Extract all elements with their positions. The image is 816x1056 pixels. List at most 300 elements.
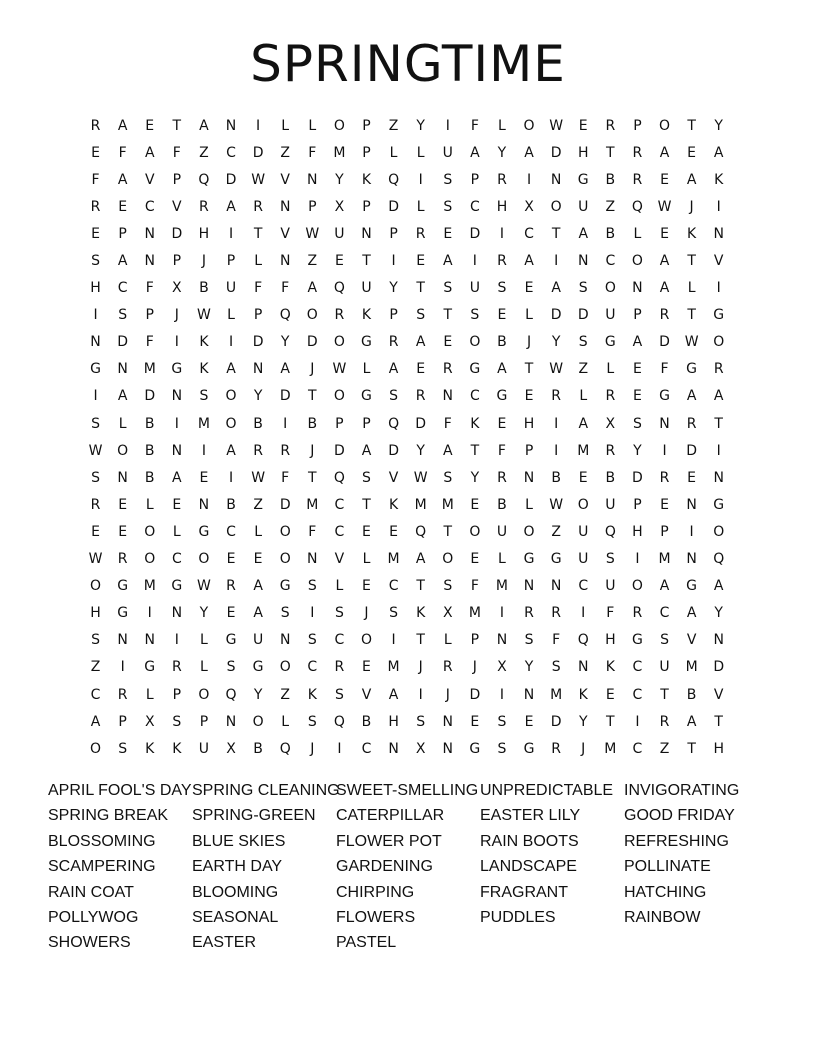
word-list-item: SEASONAL (192, 909, 279, 927)
grid-letter: B (551, 469, 561, 486)
grid-letter: K (416, 605, 426, 622)
grid-letter: K (361, 307, 372, 324)
grid-letter: P (389, 225, 398, 242)
grid-letter: E (470, 551, 480, 568)
grid-letter: R (551, 605, 561, 622)
word-list-item: POLLINATE (624, 858, 711, 876)
grid-letter: T (660, 686, 669, 703)
grid-letter: O (333, 388, 345, 405)
grid-letter: F (172, 144, 181, 161)
grid-letter: N (577, 659, 589, 676)
grid-letter: L (145, 496, 154, 513)
grid-letter: Y (416, 117, 425, 134)
grid-letter: V (388, 469, 399, 486)
grid-letter: U (469, 280, 480, 297)
grid-letter: A (524, 144, 534, 161)
grid-row (82, 708, 734, 735)
grid-letter: U (252, 632, 264, 649)
grid-letter: U (496, 523, 508, 540)
word-list-item: RAIN BOOTS (480, 832, 579, 850)
grid-letter: I (391, 253, 396, 270)
grid-letter: R (171, 659, 182, 676)
grid-letter: X (226, 740, 236, 757)
grid-letter: F (308, 523, 317, 540)
grid-letter: D (415, 415, 427, 432)
grid-letter: L (254, 253, 263, 270)
grid-letter: X (442, 605, 453, 622)
grid-letter: P (199, 713, 209, 730)
grid-letter: W (88, 442, 103, 459)
grid-letter: S (524, 632, 534, 649)
grid-row (82, 139, 734, 166)
grid-letter: O (144, 551, 156, 568)
grid-letter: O (279, 659, 291, 676)
grid-letter: Q (577, 632, 589, 649)
grid-letter: V (361, 686, 372, 703)
word-list-item: EARTH DAY (192, 858, 283, 876)
grid-letter: C (361, 740, 372, 757)
grid-letter: V (280, 225, 290, 242)
grid-letter: I (418, 686, 423, 703)
word-list-column (48, 778, 192, 956)
grid-letter: O (90, 578, 102, 595)
grid-letter: R (524, 605, 534, 622)
grid-letter: O (469, 523, 481, 540)
grid-letter: D (117, 334, 129, 351)
grid-letter: N (659, 415, 670, 432)
grid-letter: X (497, 659, 507, 676)
grid-letter: Q (713, 551, 725, 568)
grid-letter: T (443, 307, 453, 324)
grid-letter: H (713, 740, 724, 757)
grid-letter: C (632, 740, 643, 757)
grid-letter: N (550, 578, 562, 595)
grid-letter: O (523, 117, 535, 134)
grid-letter: S (632, 415, 642, 432)
grid-letter: R (90, 496, 101, 513)
grid-letter: A (713, 144, 724, 161)
grid-letter: L (281, 713, 290, 730)
word-list-item: FLOWERS (336, 909, 416, 927)
grid-letter: P (362, 415, 371, 432)
grid-letter: U (361, 280, 372, 297)
grid-letter: N (713, 469, 724, 486)
grid-letter: L (525, 307, 533, 324)
grid-letter: P (172, 171, 182, 188)
grid-letter: I (174, 415, 179, 432)
grid-letter: G (659, 388, 670, 405)
grid-letter: S (416, 307, 426, 324)
grid-letter: A (442, 253, 453, 270)
grid-letter: S (443, 469, 453, 486)
grid-letter: S (226, 659, 236, 676)
grid-letter: E (118, 523, 128, 540)
grid-letter: N (523, 578, 535, 595)
grid-letter: E (91, 225, 100, 242)
grid-letter: I (310, 605, 315, 622)
grid-letter: B (686, 686, 697, 703)
grid-letter: H (496, 198, 508, 215)
grid-letter: S (443, 171, 453, 188)
grid-letter: R (334, 307, 345, 324)
grid-row (82, 220, 734, 247)
grid-letter: Z (388, 117, 399, 134)
grid-letter: R (659, 713, 670, 730)
grid-letter: L (172, 523, 181, 540)
grid-letter: S (443, 280, 453, 297)
grid-letter: U (578, 523, 589, 540)
grid-letter: G (604, 334, 616, 351)
grid-letter: O (442, 551, 454, 568)
grid-letter: B (497, 334, 507, 351)
grid-letter: J (581, 740, 586, 757)
word-list-item: POLLYWOG (48, 909, 139, 927)
grid-letter: A (388, 686, 399, 703)
grid-letter: U (605, 496, 616, 513)
grid-letter: S (307, 713, 317, 730)
grid-letter: R (497, 469, 507, 486)
grid-letter: N (307, 551, 318, 568)
grid-letter: C (632, 686, 643, 703)
grid-letter: L (200, 659, 208, 676)
grid-letter: G (713, 307, 725, 324)
grid-letter: V (172, 198, 182, 215)
grid-letter: J (472, 659, 477, 676)
grid-letter: T (253, 225, 263, 242)
grid-letter: P (362, 144, 371, 161)
grid-letter: I (120, 659, 125, 676)
grid-letter: A (686, 171, 697, 188)
grid-letter: A (713, 388, 724, 405)
grid-letter: L (335, 578, 344, 595)
grid-letter: Q (279, 740, 291, 757)
word-list-item: EASTER (192, 934, 257, 952)
grid-letter: T (606, 144, 615, 161)
grid-letter: E (118, 496, 128, 513)
grid-letter: A (578, 225, 589, 242)
grid-letter: I (445, 117, 450, 134)
grid-letter: C (226, 523, 236, 540)
grid-letter: K (307, 686, 317, 703)
grid-letter: F (470, 117, 479, 134)
grid-letter: N (90, 334, 101, 351)
grid-letter: P (145, 307, 154, 324)
grid-row (82, 600, 734, 627)
grid-letter: Z (90, 659, 101, 676)
grid-letter: S (497, 740, 507, 757)
grid-letter: S (172, 713, 182, 730)
grid-letter: G (361, 334, 372, 351)
grid-row (82, 193, 734, 220)
grid-letter: G (279, 578, 291, 595)
grid-letter: P (362, 117, 371, 134)
grid-letter: Q (388, 415, 400, 432)
grid-letter: K (605, 659, 615, 676)
grid-letter: O (279, 523, 291, 540)
grid-letter: N (523, 469, 535, 486)
grid-letter: S (497, 713, 507, 730)
grid-letter: R (659, 307, 670, 324)
grid-letter: R (659, 469, 670, 486)
grid-letter: Z (551, 523, 561, 540)
grid-letter: K (361, 171, 372, 188)
grid-letter: S (551, 659, 561, 676)
grid-letter: D (550, 307, 562, 324)
word-search-grid (82, 112, 734, 762)
grid-letter: R (497, 171, 507, 188)
grid-letter: Y (551, 334, 561, 351)
grid-letter: A (686, 605, 697, 622)
grid-letter: P (172, 686, 182, 703)
grid-letter: U (225, 280, 237, 297)
grid-letter: E (199, 469, 209, 486)
grid-letter: B (497, 496, 507, 513)
grid-letter: P (226, 253, 236, 270)
grid-letter: N (171, 388, 183, 405)
grid-letter: S (416, 713, 426, 730)
grid-letter: P (633, 496, 642, 513)
grid-letter: O (306, 307, 318, 324)
word-list-item: SCAMPERING (48, 858, 156, 876)
grid-letter: E (362, 523, 371, 540)
grid-letter: A (144, 144, 155, 161)
grid-letter: N (361, 225, 372, 242)
grid-letter: C (659, 605, 670, 622)
grid-letter: N (198, 496, 210, 513)
grid-letter: P (633, 307, 642, 324)
grid-letter: G (117, 578, 129, 595)
grid-letter: S (389, 388, 399, 405)
grid-letter: V (334, 551, 345, 568)
grid-letter: L (389, 144, 398, 161)
grid-letter: S (91, 632, 100, 649)
grid-letter: O (360, 632, 372, 649)
grid-letter: N (442, 740, 453, 757)
word-list-item: CATERPILLAR (336, 807, 445, 825)
grid-letter: O (117, 442, 129, 459)
grid-letter: M (143, 361, 156, 378)
grid-letter: T (714, 713, 723, 730)
grid-letter: P (524, 442, 534, 459)
grid-letter: W (549, 117, 564, 134)
grid-letter: S (660, 632, 669, 649)
grid-letter: I (93, 388, 98, 405)
grid-letter: X (524, 198, 534, 215)
grid-letter: U (605, 307, 616, 324)
grid-letter: S (443, 198, 453, 215)
grid-letter: I (228, 469, 234, 486)
grid-letter: N (117, 361, 128, 378)
grid-letter: E (91, 144, 100, 161)
grid-letter: Q (388, 171, 400, 188)
grid-letter: Z (578, 361, 589, 378)
grid-letter: N (144, 225, 155, 242)
grid-letter: I (581, 605, 586, 622)
grid-letter: H (90, 280, 101, 297)
word-list-item: RAINBOW (624, 909, 701, 927)
grid-letter: O (631, 578, 643, 595)
grid-letter: C (632, 659, 643, 676)
grid-letter: Y (335, 171, 344, 188)
word-list-item: EASTER LILY (480, 807, 581, 825)
grid-letter: E (470, 496, 480, 513)
grid-letter: V (144, 171, 155, 188)
grid-letter: I (418, 171, 423, 188)
grid-letter: S (470, 307, 480, 324)
grid-letter: W (305, 225, 320, 242)
grid-letter: T (308, 388, 317, 405)
grid-letter: T (416, 280, 425, 297)
grid-letter: L (606, 361, 615, 378)
word-list-column (192, 778, 340, 956)
grid-letter: I (554, 442, 559, 459)
grid-letter: E (416, 361, 426, 378)
grid-letter: R (605, 442, 616, 459)
grid-letter: P (362, 198, 371, 215)
grid-letter: O (577, 496, 589, 513)
grid-letter: D (279, 496, 291, 513)
grid-letter: A (578, 415, 589, 432)
grid-letter: I (147, 605, 152, 622)
word-list-item: REFRESHING (624, 832, 729, 850)
grid-letter: C (469, 198, 480, 215)
grid-row (82, 302, 734, 329)
grid-letter: I (228, 334, 234, 351)
grid-row (82, 329, 734, 356)
word-list-item: PUDDLES (480, 909, 556, 927)
word-list-item: GARDENING (336, 858, 433, 876)
grid-letter: E (443, 334, 453, 351)
grid-letter: R (415, 388, 426, 405)
grid-letter: I (499, 686, 505, 703)
grid-letter: K (388, 496, 399, 513)
grid-letter: M (306, 496, 319, 513)
grid-letter: U (198, 740, 210, 757)
grid-letter: R (253, 442, 263, 459)
grid-letter: Y (714, 605, 723, 622)
grid-letter: L (579, 388, 588, 405)
word-list-item: FLOWER POT (336, 832, 442, 850)
grid-letter: B (144, 415, 155, 432)
grid-letter: E (334, 253, 344, 270)
grid-letter: R (686, 415, 697, 432)
grid-letter: Y (253, 686, 263, 703)
grid-letter: I (472, 253, 477, 270)
word-list-item: APRIL FOOL'S DAY (48, 782, 192, 799)
grid-row (82, 464, 734, 491)
grid-letter: P (118, 225, 127, 242)
page-title: SPRINGTIME (250, 35, 566, 93)
grid-letter: A (172, 469, 182, 486)
grid-letter: U (578, 198, 589, 215)
grid-letter: O (198, 551, 210, 568)
grid-letter: Y (280, 334, 290, 351)
grid-letter: T (416, 632, 425, 649)
grid-letter: Q (631, 198, 643, 215)
grid-letter: F (145, 280, 154, 297)
grid-letter: E (605, 686, 615, 703)
grid-letter: E (660, 171, 669, 188)
grid-letter: O (144, 523, 156, 540)
grid-letter: D (659, 334, 670, 351)
word-list-item: PASTEL (336, 934, 397, 952)
grid-letter: O (604, 280, 616, 297)
grid-letter: J (418, 659, 423, 676)
grid-letter: A (415, 334, 426, 351)
grid-letter: J (445, 686, 450, 703)
grid-letter: W (251, 469, 266, 486)
grid-letter: D (388, 442, 399, 459)
grid-letter: A (659, 578, 670, 595)
grid-letter: G (469, 740, 481, 757)
grid-letter: E (687, 144, 697, 161)
grid-letter: L (254, 523, 263, 540)
grid-letter: N (442, 388, 453, 405)
grid-letter: Q (333, 280, 345, 297)
grid-letter: R (117, 686, 128, 703)
grid-letter: S (578, 334, 588, 351)
grid-letter: R (632, 144, 643, 161)
grid-letter: E (497, 307, 507, 324)
grid-row (82, 383, 734, 410)
grid-letter: D (171, 225, 183, 242)
grid-letter: D (252, 144, 264, 161)
grid-letter: D (252, 334, 264, 351)
grid-letter: F (281, 469, 290, 486)
grid-letter: A (659, 144, 670, 161)
grid-letter: P (253, 307, 263, 324)
grid-letter: A (442, 442, 453, 459)
grid-letter: V (713, 253, 724, 270)
grid-letter: B (144, 442, 155, 459)
grid-letter: Z (307, 253, 318, 270)
grid-letter: Z (280, 686, 290, 703)
grid-letter: D (144, 388, 156, 405)
grid-letter: L (416, 198, 425, 215)
grid-letter: C (226, 144, 236, 161)
word-list-item: UNPREDICTABLE (480, 782, 614, 799)
grid-letter: A (551, 280, 561, 297)
grid-letter: R (632, 605, 643, 622)
grid-letter: H (388, 713, 399, 730)
grid-letter: A (117, 253, 128, 270)
word-list-item: LANDSCAPE (480, 858, 577, 876)
grid-letter: R (117, 551, 128, 568)
grid-letter: G (361, 388, 372, 405)
grid-letter: C (117, 280, 128, 297)
grid-letter: A (226, 198, 236, 215)
grid-letter: J (310, 442, 315, 459)
grid-letter: B (144, 469, 155, 486)
grid-letter: B (253, 740, 263, 757)
grid-letter: I (256, 117, 261, 134)
grid-letter: V (686, 632, 697, 649)
grid-letter: J (174, 307, 179, 324)
grid-letter: Z (605, 198, 616, 215)
grid-letter: U (442, 144, 453, 161)
grid-letter: K (714, 171, 724, 188)
grid-letter: C (171, 551, 182, 568)
grid-letter: A (659, 253, 670, 270)
grid-letter: X (334, 198, 345, 215)
grid-letter: Q (225, 686, 237, 703)
word-list-column (336, 778, 480, 956)
grid-letter: M (468, 605, 481, 622)
grid-letter: A (361, 442, 372, 459)
grid-letter: E (362, 659, 371, 676)
grid-letter: G (469, 361, 481, 378)
grid-letter: A (117, 388, 128, 405)
